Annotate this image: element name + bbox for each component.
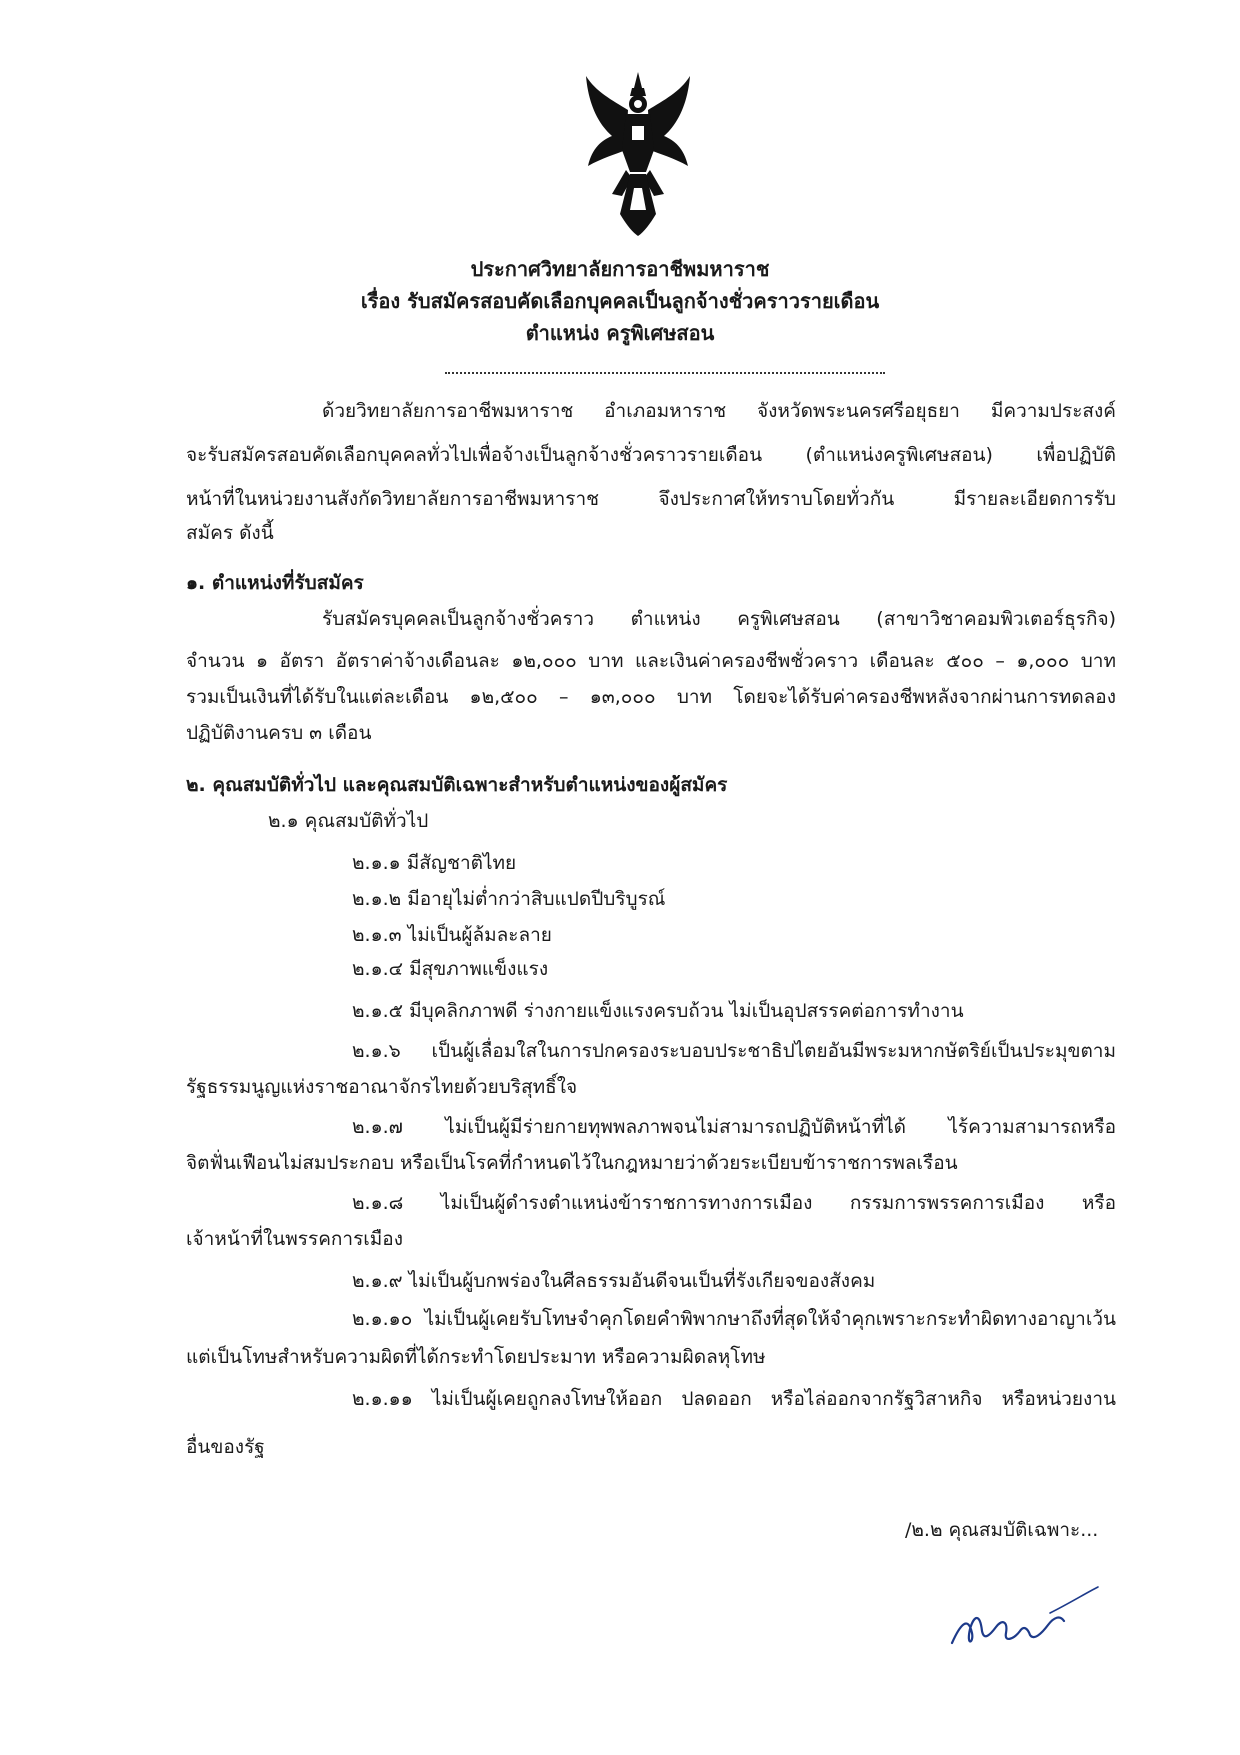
qualification-item: ๒.๑.๔ มีสุขภาพแข็งแรง	[352, 958, 549, 980]
section-2-heading: ๒. คุณสมบัติทั่วไป และคุณสมบัติเฉพาะสำหรับตำแหน่งของผู้สมัคร	[186, 774, 728, 796]
qualification-item: ๒.๑.๗ ไม่เป็นผู้มีร่ายกายทุพพลภาพจนไม่สามารถปฏิบัติหน้าที่ได้ ไร้ความสามารถหรือ	[352, 1116, 1116, 1138]
garuda-emblem-icon	[582, 70, 694, 238]
section-1-line-3: รวมเป็นเงินที่ได้รับในแต่ละเดือน ๑๒,๕๐๐ – ๑๓,๐๐๐ บาท โดยจะได้รับค่าครองชีพหลังจากผ่านการทดลอง	[186, 686, 1116, 708]
qualification-item: ๒.๑.๓ ไม่เป็นผู้ล้มละลาย	[352, 924, 552, 946]
intro-line-2: จะรับสมัครสอบคัดเลือกบุคคลทั่วไปเพื่อจ้างเป็นลูกจ้างชั่วคราวรายเดือน (ตำแหน่งครูพิเศษสอน) เพื่อปฏิบัติ	[186, 444, 1116, 466]
section-2-1-heading: ๒.๑ คุณสมบัติทั่วไป	[268, 810, 429, 832]
title-line-3: ตำแหน่ง ครูพิเศษสอน	[525, 321, 715, 345]
qualification-item: ๒.๑.๑๑ ไม่เป็นผู้เคยถูกลงโทษให้ออก ปลดออก หรือไล่ออกจากรัฐวิสาหกิจ หรือหน่วยงาน	[352, 1388, 1116, 1410]
intro-line-1: ด้วยวิทยาลัยการอาชีพมหาราช อำเภอมหาราช จังหวัดพระนครศรีอยุธยา มีความประสงค์	[322, 400, 1116, 422]
qualification-item: ๒.๑.๕ มีบุคลิกภาพดี ร่างกายแข็งแรงครบถ้วน ไม่เป็นอุปสรรคต่อการทำงาน	[352, 1000, 964, 1022]
qualification-item: ๒.๑.๑ มีสัญชาติไทย	[352, 852, 517, 874]
title-line-1: ประกาศวิทยาลัยการอาชีพมหาราช	[470, 257, 770, 281]
qualification-item: ๒.๑.๑๐ ไม่เป็นผู้เคยรับโทษจำคุกโดยคำพิพากษาถึงที่สุดให้จำคุกเพราะกระทำผิดทางอาญาเว้น	[352, 1308, 1116, 1330]
qualification-item: ๒.๑.๘ ไม่เป็นผู้ดำรงตำแหน่งข้าราชการทางการเมือง กรรมการพรรคการเมือง หรือ	[352, 1192, 1116, 1214]
section-1-heading: ๑. ตำแหน่งที่รับสมัคร	[186, 572, 364, 594]
section-1-line-1: รับสมัครบุคคลเป็นลูกจ้างชั่วคราว ตำแหน่ง ครูพิเศษสอน (สาขาวิชาคอมพิวเตอร์ธุรกิจ)	[322, 608, 1116, 630]
qualification-item: ๒.๑.๙ ไม่เป็นผู้บกพร่องในศีลธรรมอันดีจนเป็นที่รังเกียจของสังคม	[352, 1270, 876, 1292]
qualification-item-cont: อื่นของรัฐ	[186, 1436, 265, 1458]
qualification-item-cont: แต่เป็นโทษสำหรับความผิดที่ได้กระทำโดยประมาท หรือความผิดลหุโทษ	[186, 1346, 766, 1368]
qualification-item: ๒.๑.๒ มีอายุไม่ต่ำกว่าสิบแปดปีบริบูรณ์	[352, 888, 666, 910]
qualification-item-cont: จิตฟั่นเฟือนไม่สมประกอบ หรือเป็นโรคที่กำหนดไว้ในกฎหมายว่าด้วยระเบียบข้าราชการพลเรือน	[186, 1152, 958, 1174]
qualification-item-cont: เจ้าหน้าที่ในพรรคการเมือง	[186, 1228, 403, 1250]
title-divider	[445, 372, 885, 374]
intro-line-3: หน้าที่ในหน่วยงานสังกัดวิทยาลัยการอาชีพมหาราช จึงประกาศให้ทราบโดยทั่วกัน มีรายละเอียดการรับ	[186, 488, 1116, 510]
intro-line-4: สมัคร ดังนี้	[186, 522, 274, 544]
qualification-item-cont: รัฐธรรมนูญแห่งราชอาณาจักรไทยด้วยบริสุทธิ์ใจ	[186, 1076, 578, 1098]
title-line-2: เรื่อง รับสมัครสอบคัดเลือกบุคคลเป็นลูกจ้างชั่วคราวรายเดือน	[360, 289, 880, 313]
section-1-line-4: ปฏิบัติงานครบ ๓ เดือน	[186, 722, 372, 744]
continued-next-page: /๒.๒ คุณสมบัติเฉพาะ...	[905, 1519, 1099, 1541]
qualification-item: ๒.๑.๖ เป็นผู้เลื่อมใสในการปกครองระบอบประชาธิปไตยอันมีพระมหากษัตริย์เป็นประมุขตาม	[352, 1040, 1116, 1062]
section-1-line-2: จำนวน ๑ อัตรา อัตราค่าจ้างเดือนละ ๑๒,๐๐๐ บาท และเงินค่าครองชีพชั่วคราว เดือนละ ๕๐๐ – ๑,๐๐๐ บาท	[186, 650, 1116, 672]
signature	[950, 1585, 1100, 1655]
